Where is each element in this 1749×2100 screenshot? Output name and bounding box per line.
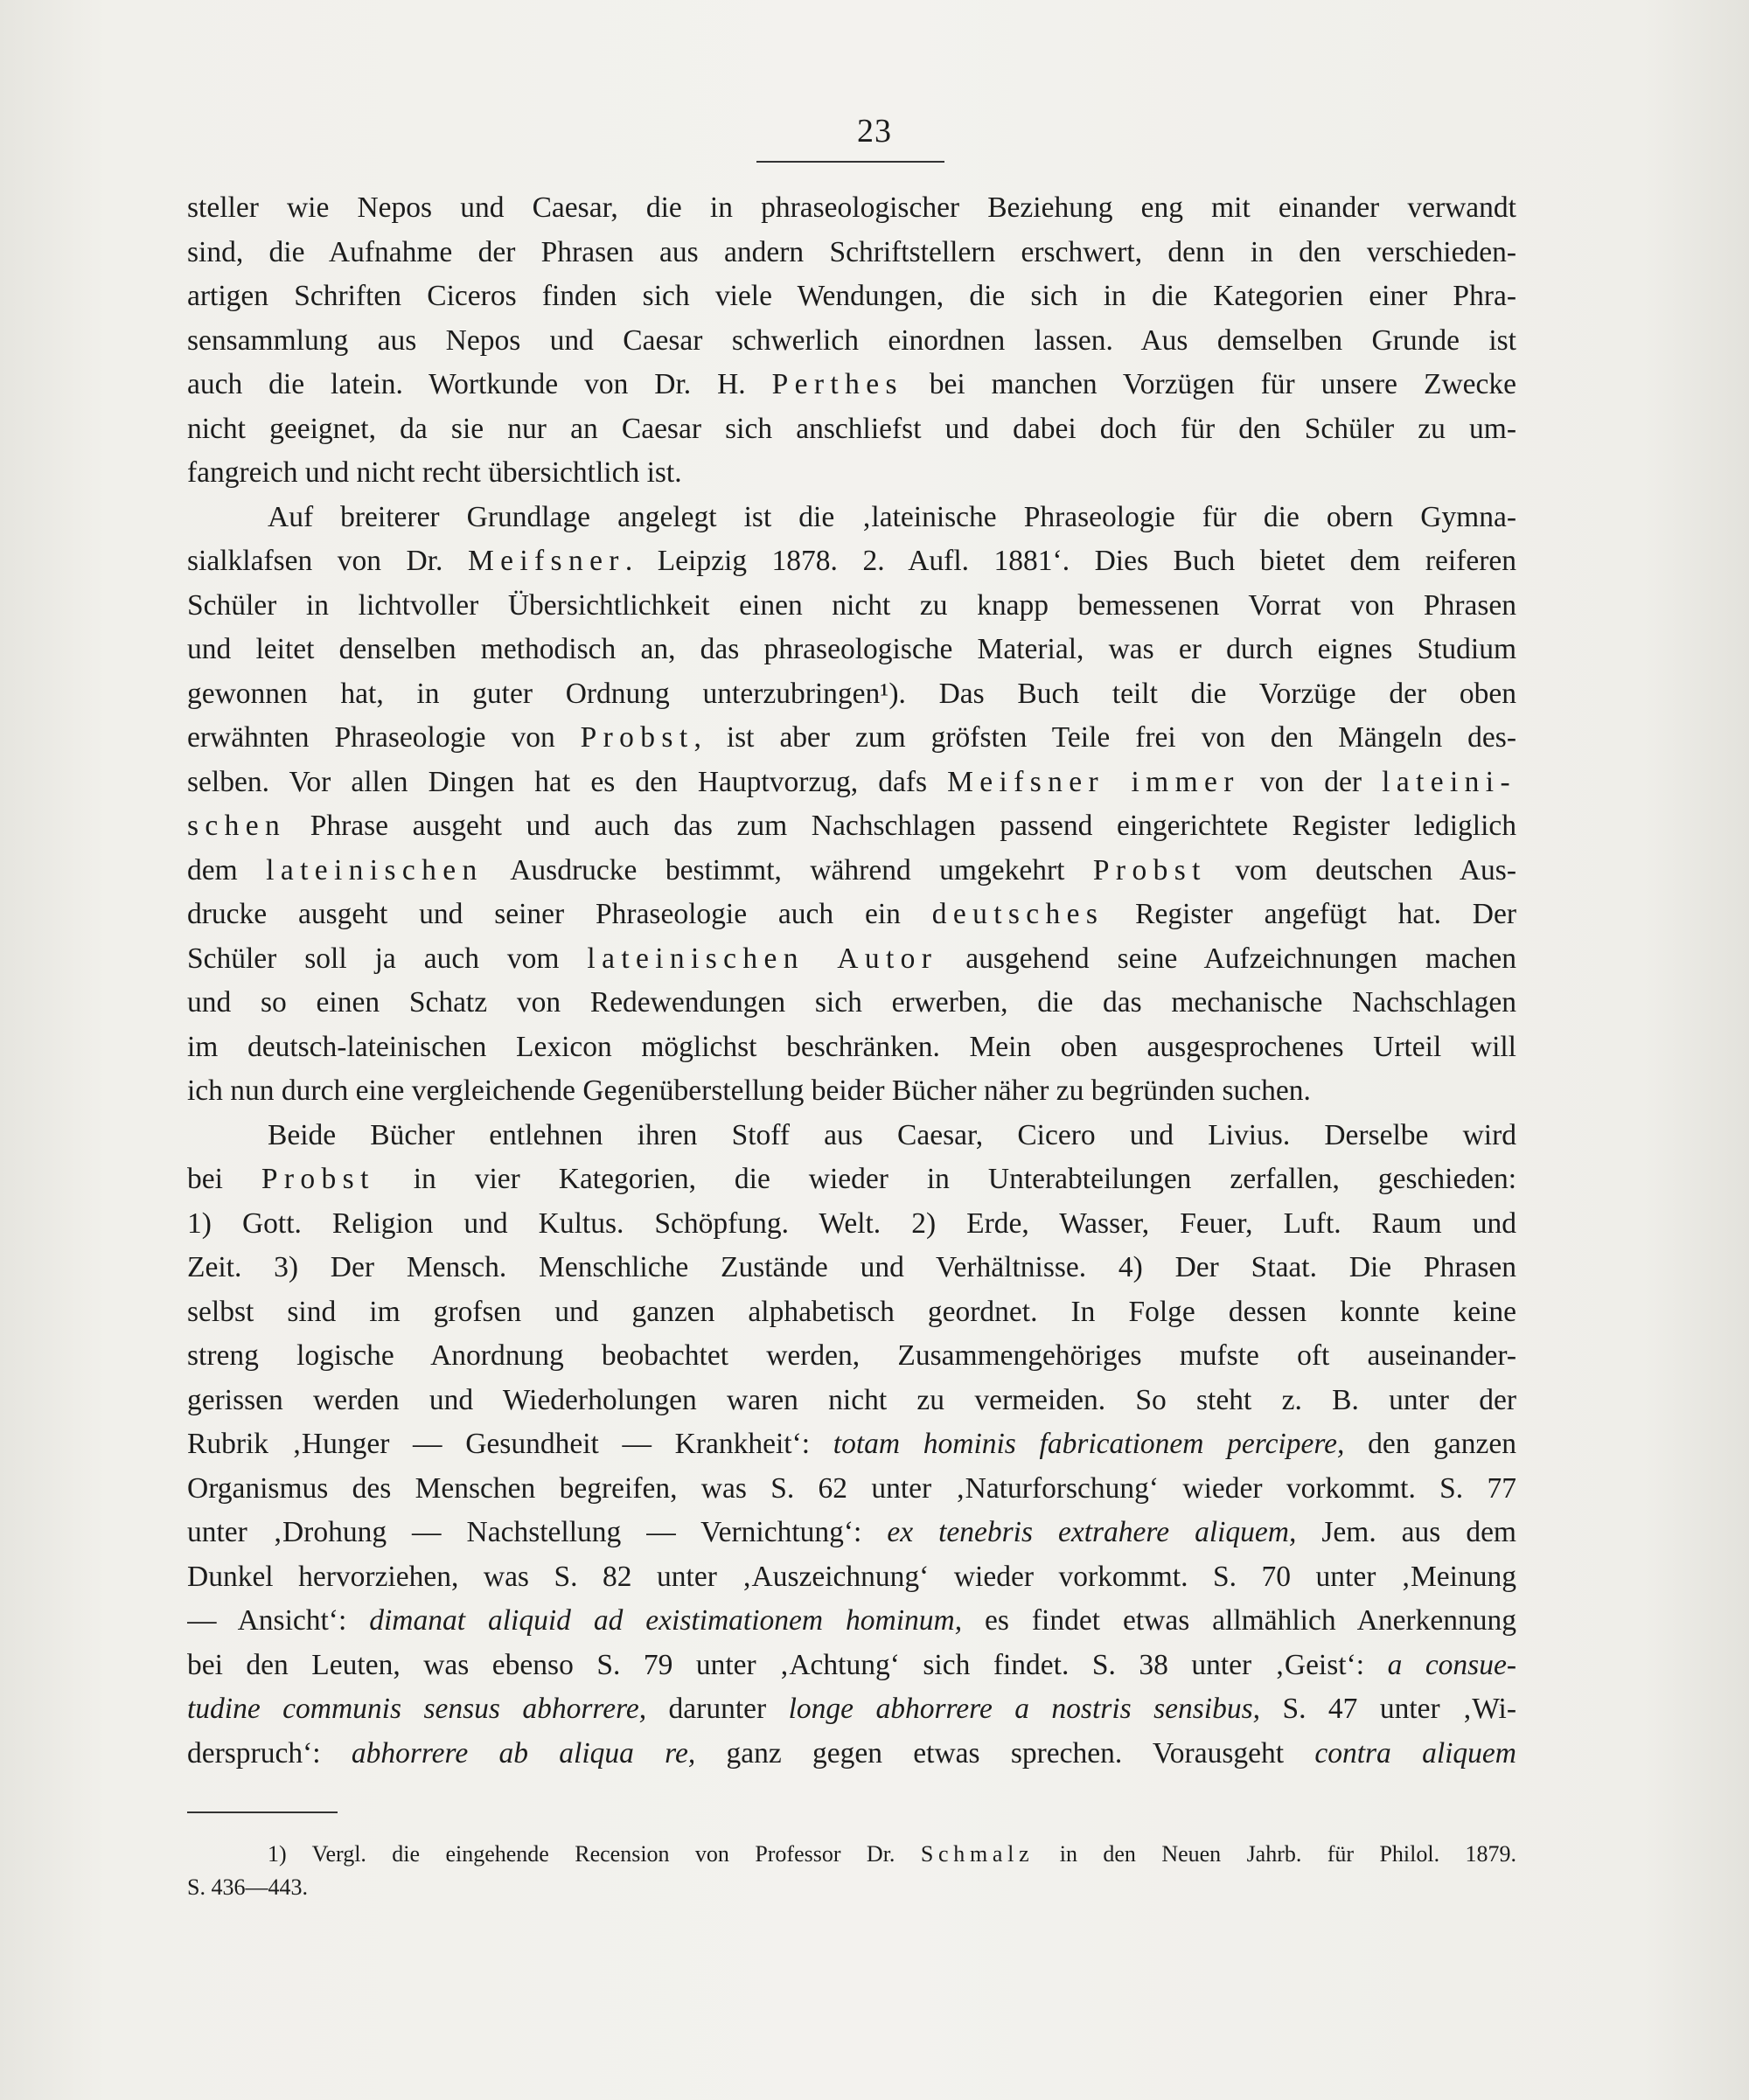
text-segment: dem <box>187 853 267 887</box>
text-segment: darunter <box>646 1693 789 1725</box>
text-segment: den ganzen <box>1344 1428 1516 1460</box>
text-segment: Rubrik ‚Hunger — Gesundheit — Krankheit‘: <box>187 1428 833 1460</box>
text-line <box>187 849 1516 894</box>
footnote-rule <box>187 1811 338 1813</box>
text-segment: ausgehend seine Aufzeichnungen machen <box>937 942 1516 975</box>
text-segment: — Ansicht‘: <box>187 1604 370 1637</box>
text-line <box>187 893 1516 937</box>
latin-phrase: contra aliquem <box>1314 1736 1516 1770</box>
text-line <box>187 1511 1516 1555</box>
spaced-name: Probst <box>261 1163 375 1195</box>
latin-phrase: abhorrere ab aliqua re, <box>351 1736 696 1770</box>
text-line <box>187 716 1516 761</box>
text-segment: S. 47 unter ‚Wi- <box>1260 1693 1516 1725</box>
text-line: steller wie Nepos und Caesar, die in phraseologischer Beziehung eng mit einander verwandt <box>187 191 1516 224</box>
text-segment: Ausdrucke bestimmt, während umgekehrt <box>483 853 1093 887</box>
text-line: Dunkel hervorziehen, was S. 82 unter ‚Auszeichnung‘ wieder vorkommt. S. 70 unter ‚Meinung <box>187 1560 1516 1593</box>
spaced-word: lateini- <box>1382 765 1516 798</box>
spaced-name: Perthes <box>771 368 903 400</box>
text-line <box>187 1687 1516 1732</box>
spaced-name: Meifsner immer <box>947 765 1240 798</box>
footnotes <box>187 1838 1516 1904</box>
text-line <box>187 1422 1516 1467</box>
text-line <box>187 1599 1516 1644</box>
text-line: und so einen Schatz von Redewendungen sich erwerben, die das mechanische Nachschlagen <box>187 986 1516 1019</box>
spaced-word: deutsches <box>931 898 1104 930</box>
text-segment: erwähnten Phraseologie von <box>187 721 581 754</box>
text-line: sensammlung aus Nepos und Caesar schwerlich einordnen lassen. Aus demselben Grunde ist <box>187 323 1516 357</box>
text-segment: bei <box>187 1163 261 1195</box>
text-line: selbst sind im grofsen und ganzen alphabetisch geordnet. In Folge dessen konnte keine <box>187 1295 1516 1328</box>
latin-phrase: totam hominis fabricationem percipere, <box>833 1428 1345 1460</box>
text-segment: es findet etwas allmählich Anerkennung <box>962 1604 1516 1637</box>
text-segment: drucke ausgeht und seiner Phraseologie auch ein <box>187 898 932 930</box>
text-segment: ganz gegen etwas sprechen. Vorausgeht <box>695 1736 1315 1770</box>
text-segment: bei manchen Vorzügen für unsere Zwecke <box>902 368 1516 400</box>
text-line: fangreich und nicht recht übersichtlich ist. <box>187 456 682 489</box>
text-line: Organismus des Menschen begreifen, was S. 62 unter ‚Naturforschung‘ wieder vorkommt. S. 77 <box>187 1471 1516 1505</box>
latin-phrase: dimanat aliquid ad existimationem hominum, <box>369 1604 963 1637</box>
text-line <box>187 761 1516 805</box>
spaced-name: Probst <box>580 721 694 754</box>
text-segment: Schüler soll ja auch vom <box>187 942 588 975</box>
text-line: Beide Bücher entlehnen ihren Stoff aus Caesar, Cicero und Livius. Derselbe wird <box>268 1118 1516 1151</box>
text-line: und leitet denselben methodisch an, das phraseologische Material, was er durch eignes Studium <box>187 633 1516 665</box>
latin-phrase: longe abhorrere a nostris sensibus, <box>788 1693 1261 1725</box>
text-segment: unter ‚Drohung — Nachstellung — Vernichtung‘: <box>187 1516 888 1548</box>
text-line: streng logische Anordnung beobachtet werden, Zusammengehöriges mufste oft auseinander- <box>187 1339 1516 1372</box>
text-line: nicht geeignet, da sie nur an Caesar sich anschliefst und dabei doch für den Schüler zu um- <box>187 412 1516 445</box>
text-line: Auf breiterer Grundlage angelegt ist die ‚lateinische Phraseologie für die obern Gymna- <box>268 500 1516 533</box>
text-segment: in den Neuen Jahrb. für Philol. 1879. <box>1034 1841 1516 1867</box>
text-segment: Jem. aus dem <box>1296 1516 1516 1548</box>
text-line: im deutsch-lateinischen Lexicon möglichst beschränken. Mein oben ausgesprochenes Urteil will <box>187 1030 1516 1063</box>
text-segment: , ist aber zum gröfsten Teile frei von den Mängeln des- <box>693 721 1516 754</box>
text-line <box>187 539 1516 584</box>
text-line: Zeit. 3) Der Mensch. Menschliche Zustände und Verhältnisse. 4) Der Staat. Die Phrasen <box>187 1251 1516 1283</box>
text-line <box>187 1644 1516 1688</box>
text-segment: in vier Kategorien, die wieder in Unterabteilungen zerfallen, geschieden: <box>374 1163 1516 1195</box>
page-number: 23 <box>857 113 892 150</box>
spaced-word: schen <box>187 810 287 842</box>
spaced-word: lateinischen Autor <box>587 942 938 975</box>
text-line <box>187 937 1516 982</box>
text-line <box>187 1732 1516 1777</box>
text-line: ich nun durch eine vergleichende Gegenüberstellung beider Bücher näher zu begründen suchen. <box>187 1074 1311 1107</box>
paragraph-1 <box>187 186 1516 496</box>
text-line: sind, die Aufnahme der Phrasen aus andern Schriftstellern erschwert, denn in den verschieden- <box>187 235 1516 268</box>
spaced-name: Meifsner <box>467 545 625 577</box>
text-segment: Phrase ausgeht und auch das zum Nachschlagen passend eingerichtete Register lediglich <box>286 810 1516 842</box>
text-segment: . Leipzig 1878. 2. Aufl. 1881‘. Dies Buch bietet dem reiferen <box>624 545 1516 577</box>
spaced-name: Probst <box>1092 853 1207 887</box>
paragraph-2 <box>187 496 1516 1114</box>
text-segment: 1) Vergl. die eingehende Recension von Professor Dr. <box>268 1841 921 1867</box>
text-segment: von der <box>1239 765 1383 798</box>
body-text <box>187 186 1516 1776</box>
text-line <box>187 804 1516 849</box>
text-segment: auch die latein. Wortkunde von Dr. H. <box>187 368 772 400</box>
latin-phrase: a consue- <box>1387 1648 1516 1681</box>
text-segment: Register angefügt hat. Der <box>1104 898 1516 930</box>
text-line: Schüler in lichtvoller Übersichtlichkeit einen nicht zu knapp bemessenen Vorrat von Phrasen <box>187 588 1516 622</box>
text-line: artigen Schriften Ciceros finden sich viele Wendungen, die sich in die Kategorien einer Phra- <box>187 280 1516 312</box>
text-line: gewonnen hat, in guter Ordnung unterzubringen¹). Das Buch teilt die Vorzüge der oben <box>187 677 1516 710</box>
text-line: gerissen werden und Wiederholungen waren nicht zu vermeiden. So steht z. B. unter der <box>187 1383 1516 1416</box>
text-segment: sialklafsen von Dr. <box>187 545 468 577</box>
text-line <box>187 1158 1516 1202</box>
spaced-word: lateinischen <box>266 853 484 887</box>
text-line <box>187 363 1516 407</box>
footnote-line <box>187 1838 1516 1871</box>
footnote-line: S. 436—443. <box>187 1874 308 1900</box>
text-segment: derspruch‘: <box>187 1736 352 1770</box>
header-rule <box>756 161 944 163</box>
latin-phrase: tudine communis sensus abhorrere, <box>187 1693 647 1725</box>
text-line: 1) Gott. Religion und Kultus. Schöpfung. Welt. 2) Erde, Wasser, Feuer, Luft. Raum und <box>187 1206 1516 1240</box>
text-segment: bei den Leuten, was ebenso S. 79 unter ‚Achtung‘ sich findet. S. 38 unter ‚Geist‘: <box>187 1648 1388 1681</box>
text-segment: selben. Vor allen Dingen hat es den Hauptvorzug, dafs <box>187 765 948 798</box>
latin-phrase: ex tenebris extrahere aliquem, <box>887 1516 1297 1548</box>
spaced-name: Schmalz <box>920 1841 1035 1867</box>
text-segment: vom deutschen Aus- <box>1206 853 1516 887</box>
paragraph-3 <box>187 1114 1516 1777</box>
